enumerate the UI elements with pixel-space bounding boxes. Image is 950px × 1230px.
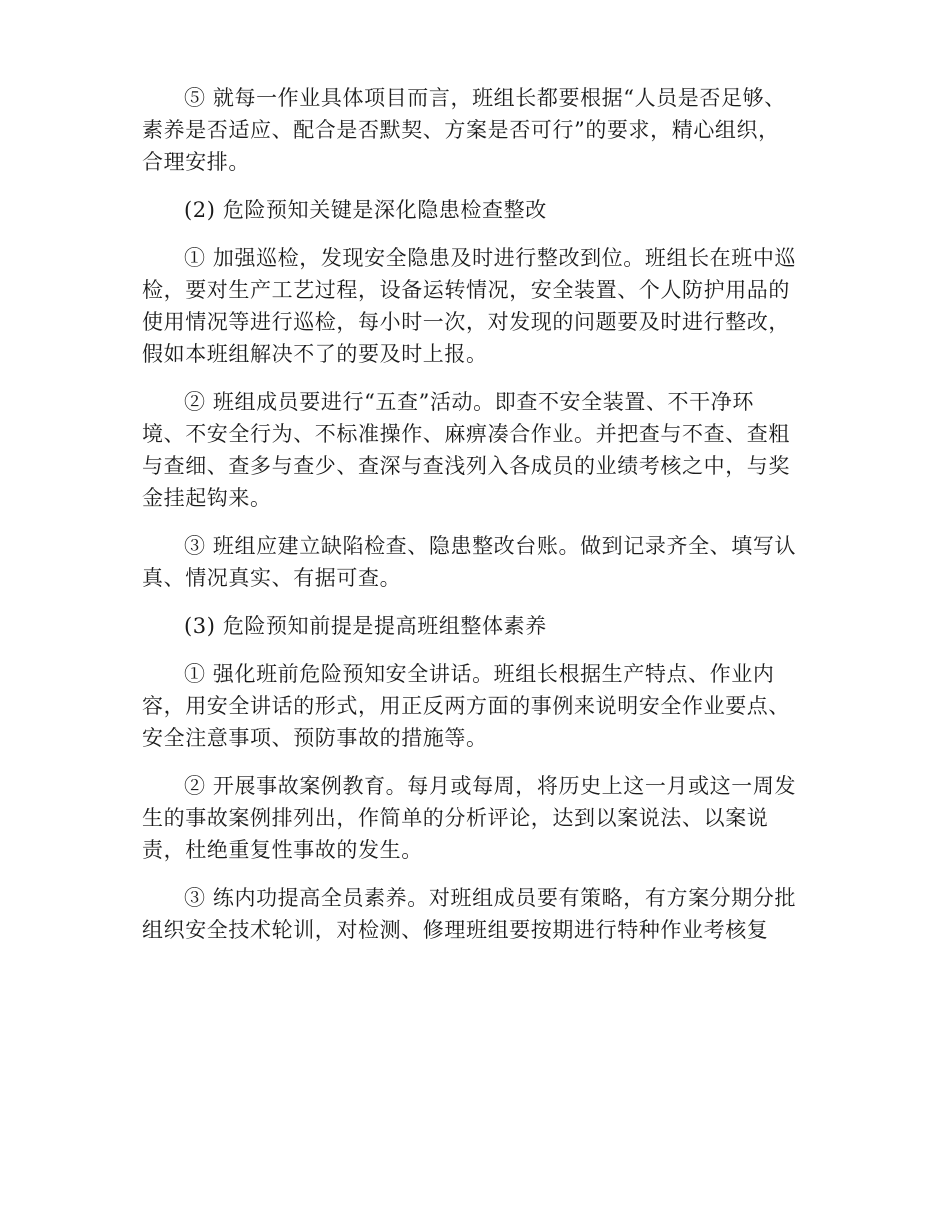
text-line: 假如本班组解决不了的要及时上报。 [142, 342, 488, 366]
paragraph-inspection [142, 242, 812, 370]
text-line: ① 强化班前危险预知安全讲话。班组长根据生产特点、作业内 [184, 662, 775, 686]
text-line: ③ 练内功提高全员素养。对班组成员要有策略，有方案分期分批 [184, 886, 797, 910]
text-line: 容，用安全讲话的形式，用正反两方面的事例来说明安全作业要点、 [142, 694, 790, 718]
paragraph-safety-talk [142, 658, 812, 754]
heading-text: (3) 危险预知前提是提高班组整体素养 [184, 614, 547, 638]
text-line: 生的事故案例排列出，作简单的分析评论，达到以案说法、以案说 [142, 806, 769, 830]
text-line: 检，要对生产工艺过程，设备运转情况，安全装置、个人防护用品的 [142, 278, 790, 302]
paragraph-training [142, 882, 812, 946]
text-line: ⑤ 就每一作业具体项目而言，班组长都要根据“人员是否足够、 [184, 86, 786, 110]
paragraph-ledger [142, 530, 812, 594]
text-line: 境、不安全行为、不标准操作、麻痹凑合作业。并把查与不查、查粗 [142, 422, 790, 446]
paragraph-5-allocation [142, 82, 812, 178]
text-line: 金挂起钩来。 [142, 486, 272, 510]
text-line: 真、情况真实、有据可查。 [142, 566, 402, 590]
text-line: ① 加强巡检，发现安全隐患及时进行整改到位。班组长在班中巡 [184, 246, 797, 270]
text-line: 素养是否适应、配合是否默契、方案是否可行”的要求，精心组织， [142, 118, 780, 142]
document-body [142, 82, 812, 962]
text-line: ② 开展事故案例教育。每月或每周，将历史上这一月或这一周发 [184, 774, 797, 798]
paragraph-case-education [142, 770, 812, 866]
text-line: 合理安排。 [142, 150, 250, 174]
text-line: ② 班组成员要进行“五查”活动。即查不安全装置、不干净环 [184, 390, 754, 414]
text-line: 责，杜绝重复性事故的发生。 [142, 838, 423, 862]
section-heading-2 [142, 194, 812, 226]
text-line: ③ 班组应建立缺陷检查、隐患整改台账。做到记录齐全、填写认 [184, 534, 797, 558]
heading-text: (2) 危险预知关键是深化隐患检查整改 [184, 198, 547, 222]
text-line: 使用情况等进行巡检，每小时一次，对发现的问题要及时进行整改， [142, 310, 790, 334]
text-line: 安全注意事项、预防事故的措施等。 [142, 726, 488, 750]
text-line: 组织安全技术轮训，对检测、修理班组要按期进行特种作业考核复 [142, 918, 769, 942]
section-heading-3 [142, 610, 812, 642]
paragraph-five-checks [142, 386, 812, 514]
text-line: 与查细、查多与查少、查深与查浅列入各成员的业绩考核之中，与奖 [142, 454, 790, 478]
